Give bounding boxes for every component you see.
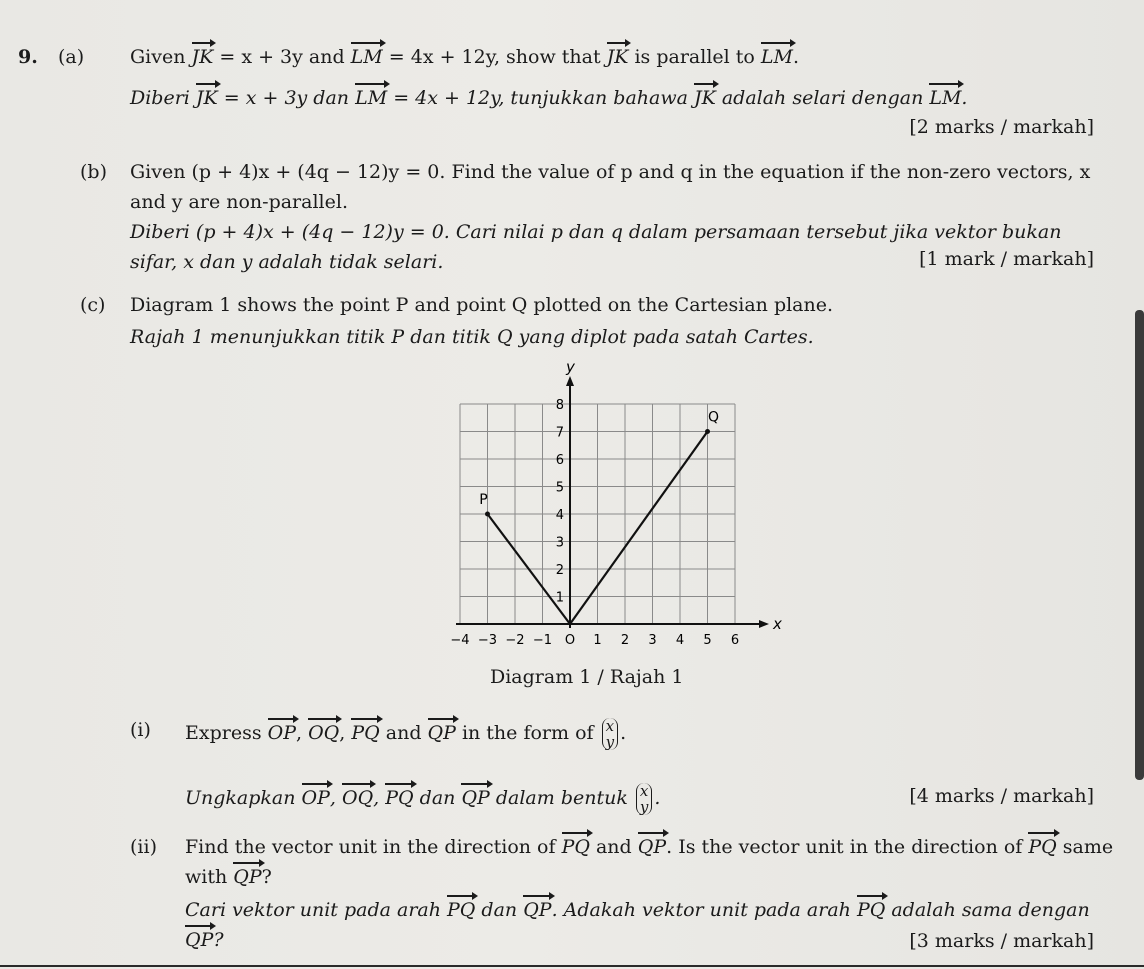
part-b-english-1: Given (p + 4)x + (4q − 12)y = 0. Find the value of p and q in the equation if the non-zero vectors, x	[130, 161, 1091, 183]
x-tick-label: −1	[532, 633, 553, 648]
point-P	[485, 512, 490, 517]
part-ii-malay-1: Cari vektor unit pada arah PQ dan QP. Adakah vektor unit pada arah PQ adalah sama dengan	[185, 899, 1090, 921]
x-tick-label: 5	[703, 633, 712, 648]
part-c-malay: Rajah 1 menunjukkan titik P dan titik Q yang diplot pada satah Cartes.	[130, 326, 814, 348]
y-tick-label: 2	[555, 563, 564, 578]
part-a-english: Given JK = x + 3y and LM = 4x + 12y, show that JK is parallel to LM.	[130, 46, 799, 68]
column-vector-form-malay: x y	[636, 783, 652, 815]
x-tick-label: 3	[648, 633, 657, 648]
part-c-english: Diagram 1 shows the point P and point Q plotted on the Cartesian plane.	[130, 294, 834, 316]
y-tick-label: 7	[555, 425, 564, 441]
y-tick-label: 4	[555, 508, 564, 523]
point-Q	[705, 429, 710, 434]
part-ii-english-2: with QP?	[185, 866, 272, 888]
cartesian-diagram	[440, 358, 782, 662]
x-tick-label: O	[564, 633, 576, 648]
diagram-caption: Diagram 1 / Rajah 1	[490, 666, 684, 688]
part-b-malay-2: sifar, x dan y adalah tidak selari.	[130, 251, 444, 273]
point-label-P: P	[479, 492, 488, 508]
x-tick-label: −3	[477, 633, 498, 648]
x-axis-label: x	[773, 615, 782, 633]
part-ii-malay-2: QP?	[185, 929, 224, 951]
x-tick-label: 6	[730, 633, 740, 648]
column-vector-form: x y	[602, 718, 618, 750]
part-ii-label: (ii)	[130, 836, 157, 858]
part-b-english-2: and y are non-parallel.	[130, 191, 348, 213]
part-c-label: (c)	[80, 294, 106, 316]
x-tick-label: −2	[505, 633, 525, 648]
x-tick-label: −4	[450, 633, 470, 648]
y-tick-label: 3	[555, 535, 564, 551]
point-label-Q: Q	[707, 409, 720, 426]
part-b-label: (b)	[80, 161, 107, 183]
x-axis-arrowhead	[759, 620, 769, 628]
part-i-marks: [4 marks / markah]	[909, 785, 1094, 807]
x-tick-label: 1	[593, 633, 602, 648]
y-tick-label: 1	[555, 590, 564, 606]
y-tick-label: 5	[555, 480, 564, 496]
part-ii-english-1: Find the vector unit in the direction of PQ and QP. Is the vector unit in the direction of PQ same	[185, 836, 1114, 858]
line-O-Q	[570, 432, 708, 625]
part-a-marks: [2 marks / markah]	[909, 116, 1094, 138]
y-tick-label: 8	[555, 398, 564, 413]
y-axis-arrowhead	[566, 376, 574, 386]
bottom-divider	[0, 965, 1144, 967]
question-number: 9.	[18, 46, 38, 68]
vertical-scrollbar[interactable]	[1135, 310, 1144, 780]
x-tick-label: 2	[620, 633, 630, 648]
part-i-label: (i)	[130, 719, 151, 741]
x-tick-label: 4	[675, 633, 685, 648]
part-b-marks: [1 mark / markah]	[919, 248, 1094, 270]
part-a-malay: Diberi JK = x + 3y dan LM = 4x + 12y, tunjukkan bahawa JK adalah selari dengan LM.	[130, 87, 968, 109]
part-i-english: Express OP, OQ, PQ and QP in the form of x y .	[185, 717, 627, 751]
part-ii-marks: [3 marks / markah]	[909, 930, 1094, 952]
part-a-label: (a)	[58, 46, 85, 68]
y-axis-label: y	[566, 358, 575, 376]
part-i-malay: Ungkapkan OP, OQ, PQ dan QP dalam bentuk x y .	[185, 782, 661, 816]
y-tick-label: 6	[555, 453, 564, 468]
part-b-malay-1: Diberi (p + 4)x + (4q − 12)y = 0. Cari nilai p dan q dalam persamaan tersebut jika vektor bukan	[130, 221, 1062, 243]
